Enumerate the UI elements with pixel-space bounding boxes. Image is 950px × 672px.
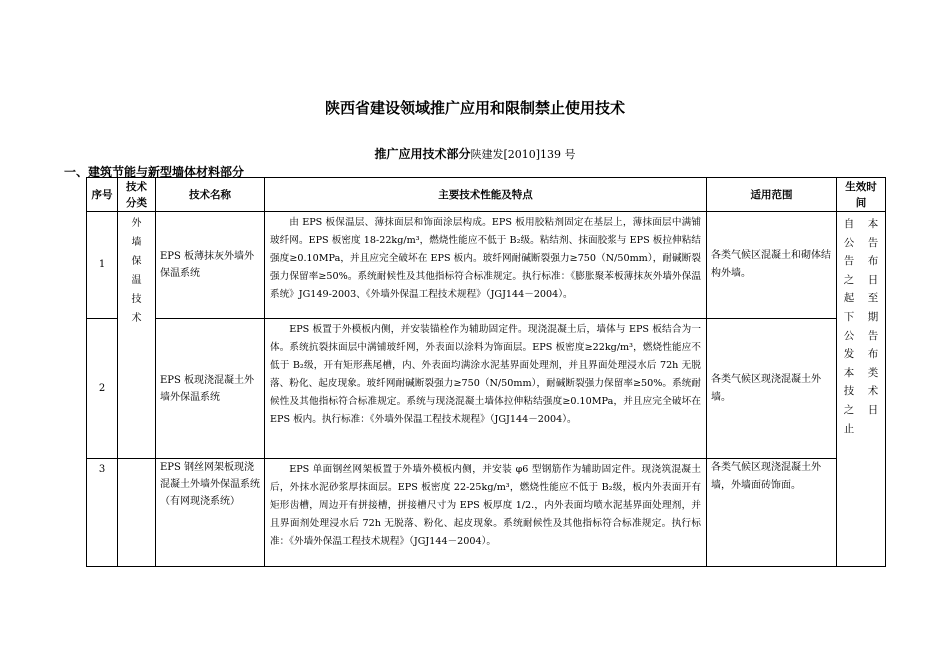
table-row [87, 319, 886, 459]
technology-features: 由 EPS 板保温层、薄抹面层和饰面涂层构成。EPS 板用胶粘剂固定在基层上，薄抹面层中满铺玻纤网。EPS 板密度 18-22kg/m³，燃烧性能应不低于 B₂级。粘结剂、抹面胶浆与 EPS 板拉伸粘结强度≥0.10MPa，并且应完全破坏在 EPS 板内。玻纤网耐碱断裂强力≥750（N/50mm），耐碱断裂强力保留率≥50%。系统耐候性及其他指标符合标准规定。执行标准：《膨胀聚苯板薄抹灰外墙外保温系统》JG149-2003、《外墙外保温工程技术规程》（JGJ144－2004）。 [265, 212, 707, 319]
document-title: 陕西省建设领域推广应用和限制禁止使用技术 [324, 99, 625, 117]
technology-name: EPS 钢丝网架板现浇混凝土外墙外保温系统（有网现浇系统） [156, 459, 265, 567]
document-reference-number: 陕建发[2010]139 号 [470, 148, 576, 161]
header-category: 技术分类 [118, 178, 156, 212]
table-row [87, 212, 886, 319]
table-header-row [87, 178, 886, 212]
technology-table [86, 177, 886, 567]
row-num: 3 [87, 459, 118, 567]
header-features: 主要技术性能及特点 [265, 178, 707, 212]
application-scope: 各类气候区现浇混凝土外墙。 [707, 319, 837, 459]
table-row [87, 459, 886, 567]
technology-features: EPS 单面钢丝网架板置于外墙外模板内侧，并安装 φ6 型钢筋作为辅助固定件。现浇筑混凝土后，外抹水泥砂浆厚抹面层。EPS 板密度 22-25kg/m³，燃烧性能应不低于 B₂级，板内外表面开有矩形齿槽，周边开有拼接槽，拼接槽尺寸为 EPS 板厚度 1/2.，内外表面均喷水泥基界面处理剂，并且界面剂处理浸水后 72h 无脱落、粉化、起皮现象。系统耐候性及其他指标符合标准规定。执行标准：《外墙外保温工程技术规程》（JGJ144－2004）。 [265, 459, 707, 567]
technology-features: EPS 板置于外模板内侧，并安装锚栓作为辅助固定件。现浇混凝土后，墙体与 EPS 板结合为一体。系统抗裂抹面层中满铺玻纤网，外表面以涂料为饰面层。EPS 板密度≥22kg/m³，燃烧性能应不低于 B₂级，开有矩形燕尾槽，内、外表面均满涂水泥基界面处理剂，并且界面处理浸水后 72h 无脱落、粉化、起皮现象。玻纤网耐碱断裂强力≥750（N/50mm），耐碱断裂强力保留率≥50%。系统耐候性及其他指标符合标准规定。系统与现浇混凝土墙体拉伸粘结强度≥0.10MPa，并且应完全破坏在 EPS 板内。执行标准：《外墙外保温工程技术规程》（JGJ144－2004）。 [265, 319, 707, 459]
section-heading: 一、建筑节能与新型墙体材料部分 [64, 165, 245, 179]
category-text: 外 墙 保 温 技 术 [131, 218, 142, 324]
application-scope: 各类气候区混凝土和砌体结构外墙。 [707, 212, 837, 319]
header-name: 技术名称 [156, 178, 265, 212]
category-empty-cell [118, 459, 156, 567]
row-num: 1 [87, 212, 118, 319]
header-effective: 生效时间 [837, 178, 886, 212]
header-num: 序号 [87, 178, 118, 212]
header-scope: 适用范围 [707, 178, 837, 212]
effective-text-right: 本 告 布 日 至 期 告 布 类 术 日 [867, 218, 879, 416]
effective-time-cell [837, 212, 886, 567]
row-num: 2 [87, 319, 118, 459]
category-cell [118, 212, 156, 459]
effective-text-left: 自 公 告 之 起 下 公 发 本 技 之 止 [843, 218, 855, 435]
document-subtitle [0, 145, 950, 162]
technology-name: EPS 板薄抹灰外墙外保温系统 [156, 212, 265, 319]
subtitle-label: 推广应用技术部分 [374, 147, 471, 161]
technology-name: EPS 板现浇混凝土外墙外保温系统 [156, 319, 265, 459]
application-scope: 各类气候区现浇混凝土外墙，外墙面砖饰面。 [707, 459, 837, 567]
